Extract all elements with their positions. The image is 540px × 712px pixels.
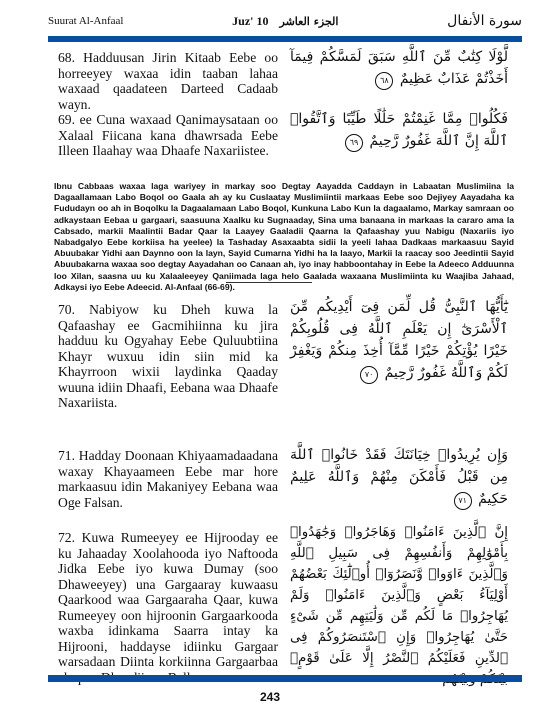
juz-arabic: الجزء العاشر <box>279 14 339 28</box>
verse-70-arabic <box>290 296 508 384</box>
verse-69-arabic <box>290 108 508 152</box>
page-number: 243 <box>259 690 281 704</box>
verse-70-arabic-text: يَٰٓأَيُّهَا ٱلنَّبِىُّ قُل لِّمَن فِىٓ أَيْدِيكُم مِّنَ ٱلْأَسْرَىٰٓ إِن يَعْلَمِ ٱللَّهُ فِى قُلُوبِكُمْ خَيْرًا يُؤْتِكُمْ خَيْرًا مِّمَّآ أُخِذَ مِنكُمْ وَيَغْفِرْ لَكُمْ وَٱللَّهُ غَفُورٌ رَّحِيمٌ <box>290 299 508 381</box>
top-rule-bar <box>48 36 522 42</box>
surah-name-latin: Suurat Al-Anfaal <box>48 15 124 27</box>
juz-label: Juz' 10 <box>232 13 269 28</box>
page-header <box>48 8 522 34</box>
verse-68-number-medallion: ٦٨ <box>375 72 393 90</box>
verse-68-text: 68. Hadduusan Jirin Kitaab Eebe oo horreeyey waxaa idin taaban lahaa waxaad qaadateen Darteed Cadaab wayn. <box>58 50 278 112</box>
verse-71-text: 71. Hadday Doonaan Khiyaamadaadana waxay Khayaameen Eebe mar hore markaasuu idin Makaniyey Eebana waa Oge Falsan. <box>58 448 278 510</box>
verse-69-arabic-text: فَكُلُوا۟ مِمَّا غَنِمْتُمْ حَلَٰلًا طَيِّبًا وَٱتَّقُوا۟ ٱللَّهَ إِنَّ ٱللَّهَ غَفُورٌ رَّحِيمٌ <box>290 111 508 149</box>
verse-68-arabic <box>290 46 508 90</box>
verse-71-number-medallion: ٧١ <box>454 492 472 510</box>
verse-72-text: 72. Kuwa Rumeeyey ee Hijrooday ee ku Jahaaday Xoolahooda iyo Naftooda Jidka Eebe iyo kuwa Dumay (soo Dhaweeyey) una Gargaaray kuwaasu Qaarkood waa Gargaaraha Qaar, kuwa Rumeeyey oon hijroonin Gargaarkooda waxba idinkama Saarra intay ka Hijrooni, haddayse idiinku Gargaar warsadaan Diinta korkiinna Gargaarbaa <box>58 530 278 669</box>
verse-69-text: 69. ee Cuna waxaad Qanimaysataan oo Xalaal Fiicana kana dhawrsada Eebe Illeen Ilaahay waa Dhaafe Naxariistee. <box>58 112 278 158</box>
surah-name-arabic: سورة الأنفال <box>447 13 522 29</box>
verse-68-arabic-text: لَّوْلَا كِتَٰبٌ مِّنَ ٱللَّهِ سَبَقَ لَمَسَّكُمْ فِيمَآ أَخَذْتُمْ عَذَابٌ عَظِيمٌ <box>290 49 508 87</box>
verse-72-arabic <box>290 522 508 690</box>
verse-69-number-medallion: ٦٩ <box>345 134 363 152</box>
verse-71-arabic-text: وَإِن يُرِيدُوا۟ خِيَانَتَكَ فَقَدْ خَانُوا۟ ٱللَّهَ مِن قَبْلُ فَأَمْكَنَ مِنْهُمْ وَٱللَّهُ عَلِيمٌ حَكِيمٌ <box>290 447 508 507</box>
juz-block <box>232 14 338 29</box>
verse-70-number-medallion: ٧٠ <box>360 366 378 384</box>
verse-71-arabic <box>290 444 508 510</box>
verse-72-arabic-text: إِنَّ ٱلَّذِينَ ءَامَنُوا۟ وَهَاجَرُوا۟ وَجَٰهَدُوا۟ بِأَمْوَٰلِهِمْ وَأَنفُسِهِمْ فِى سَبِيلِ ٱللَّهِ وَٱلَّذِينَ ءَاوَوا۟ وَّنَصَرُوٓا۟ أُو۟لَٰٓئِكَ بَعْضُهُمْ أَوْلِيَآءُ بَعْضٍ وَٱلَّذِينَ ءَامَنُوا۟ وَلَمْ يُهَاجِرُوا۟ مَا لَكُم مِّن وَلَٰيَتِهِم مِّن شَىْءٍ حَتَّىٰ يُهَاجِرُوا۟ وَإِنِ ٱسْتَنصَرُوكُمْ فِى ٱلدِّينِ فَعَلَيْكُمُ ٱلنَّصْرُ إِلَّا عَلَىٰ قَوْمٍۭ <box>290 525 508 666</box>
verse-70-text: 70. Nabiyow ku Dheh kuwa la Qafaashay ee Gacmihiinna ku jira hadduu ku Ogyahay Eebe Quluubtiina Khayr wuxuu idin siin mid ka Khayrroon wixii laydinka Qaaday wuuna idiin Dhaafi, Eebana waa Dhaafe Naxariista. <box>58 302 278 410</box>
commentary-divider <box>226 282 312 283</box>
bottom-rule-bar <box>48 675 522 682</box>
commentary-paragraph: Ibnu Cabbaas waxaa laga wariyey in markay soo Degtay Aayadda Caddayn in Labaatan Muslimiina la Dagaallamaan Labo Boqol oo Gaala ah ay ku Cuslaatay Muslimiintii markaas Eebe soo Dejiyey Aayadaha ka Fududayn oo ah in Boqolku la Dagaalamaan Labo Boqol, Kunkuna Labo Kun la dagaalamo, Markay samraan oo adkaystaan Eebaa u gargaari, saasuuna Xaalku ku Sugnaaday, Sina uma banaana in markaas la cararo ama la Cabsado, markii Maalintii Badar Qaar la Laayey Gaaladii Qaarna la Qafaashay yuu Nabigu (Naxariis iyo Nabadgalyo Eebe korkiisa ha yeelee) la Tashaday Asaxaabta sidii la yeeli lahaa Dadkaas markaasuu Sayid Abuubakar Yidhi aan Daynno oon la layn, Sayid Cumarna Yidhi ha la laayo, Markii la raacay soo Jeedintii Sayid Abuubakarna waxaa soo degtay Aayadahan oo Canaan ah, iyo inay habboontahay in Eebe la Adeeco Adduunna loo Xilan, saasna uu ku Xalaaleeyey Qaniimada laga helo Gaalada waxaana Muslimiinta ku Waajiba Jahaad, Adkaysi iyo Eebe Adeecid. Al-Anfaal (66-69). <box>54 181 514 292</box>
